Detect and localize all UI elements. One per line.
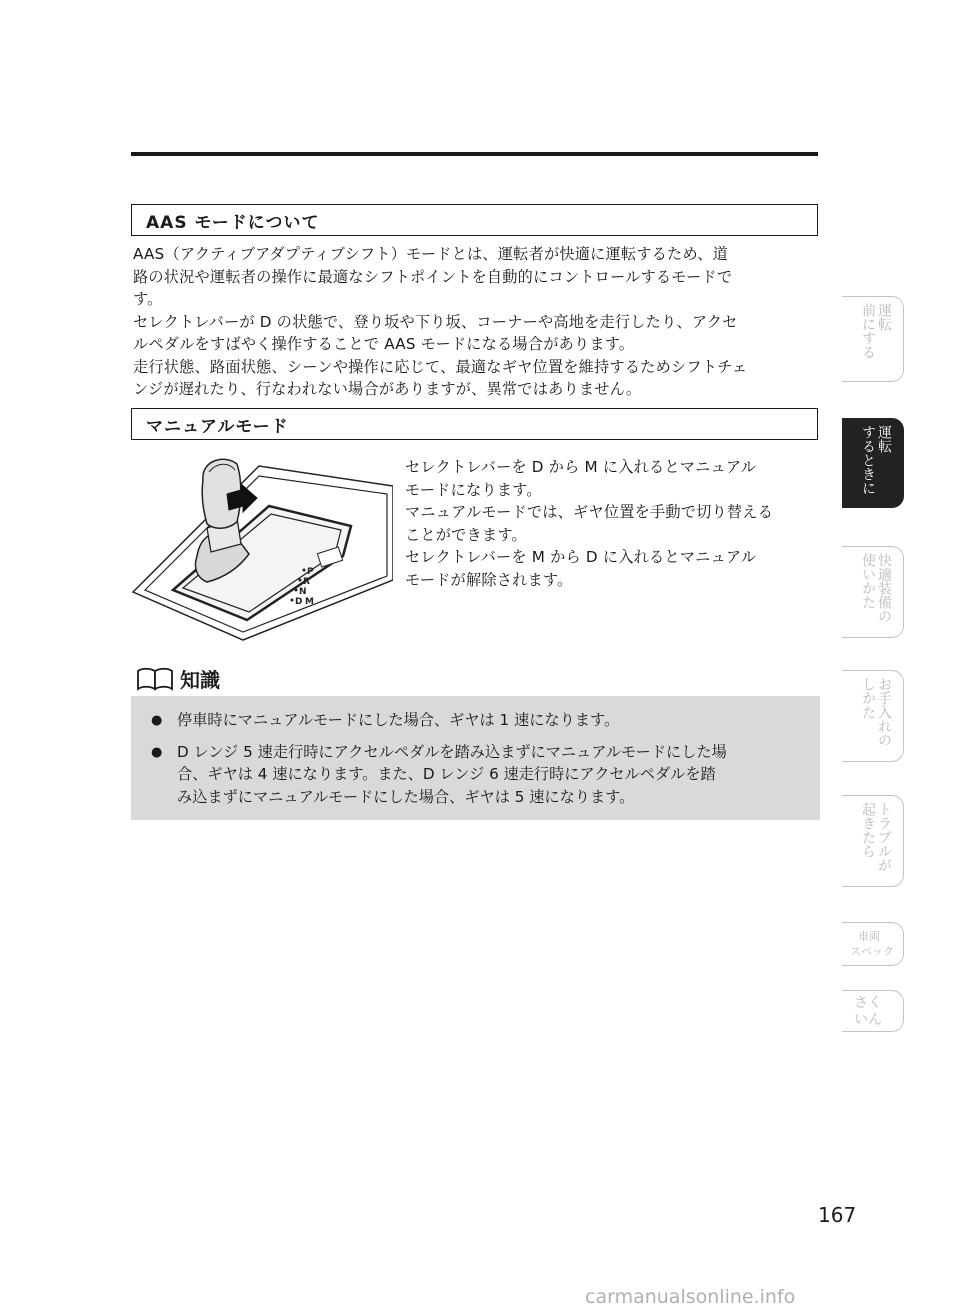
text-line: み込まずにマニュアルモードにした場合、ギヤは 5 速になります。: [177, 787, 635, 806]
list-item: [151, 709, 800, 733]
tab-vehicle-specs[interactable]: [842, 922, 904, 966]
section-title: マニュアルモード: [146, 416, 289, 437]
text-line: ルペダルをすばやく操作することで AAS モードになる場合があります。: [133, 335, 635, 353]
tab-label: するときに: [860, 425, 876, 495]
section-title: AAS モードについて: [146, 212, 320, 233]
tab-label: スペック: [850, 945, 894, 958]
tab-before-driving[interactable]: [842, 296, 904, 382]
tab-label: お手入れの: [876, 677, 892, 747]
section-heading-aas-mode: [131, 204, 818, 236]
tab-label: 使いかた: [860, 553, 876, 609]
text-line: 停車時にマニュアルモードにした場合、ギヤは 1 速になります。: [177, 711, 620, 729]
tab-comfort-features[interactable]: [842, 546, 904, 638]
page-number: 167: [818, 1203, 857, 1227]
text-line: マニュアルモードでは、ギヤ位置を手動で切り替える: [405, 503, 774, 521]
gate-label-p: P: [307, 567, 314, 577]
text-line: セレクトレバーが D の状態で、登り坂や下り坂、コーナーや高地を走行したり、アクセ: [133, 312, 738, 331]
text-line: モードになります。: [405, 480, 542, 499]
tab-label: トラブルが: [876, 802, 892, 872]
tab-label: 運転: [876, 425, 892, 453]
text-line: モードが解除されます。: [405, 570, 573, 589]
gate-label-d: D: [295, 597, 303, 607]
bullet-icon: ●: [151, 744, 163, 760]
tab-label: しかた: [860, 677, 876, 719]
gate-label-r: R: [303, 577, 310, 587]
text-line: す。: [133, 290, 163, 308]
text-line: セレクトレバーを D から M に入れるとマニュアル: [405, 458, 757, 476]
tab-label: 車両: [858, 930, 880, 943]
aas-description: [133, 243, 821, 401]
tab-label: さく: [854, 995, 882, 1011]
tab-maintenance[interactable]: [842, 670, 904, 762]
text-line: AAS（アクティブアダプティブシフト）モードとは、運転者が快適に運転するため、道: [133, 245, 729, 263]
knowledge-heading: [136, 664, 220, 693]
tab-label: いん: [854, 1012, 882, 1028]
text-line: ことができます。: [405, 525, 527, 544]
tab-label: 快適装備の: [876, 553, 892, 623]
text-line: 路の状況や運転者の操作に最適なシフトポイントを自動的にコントロールするモードで: [133, 267, 733, 286]
tab-index[interactable]: [842, 990, 904, 1032]
text-line: 走行状態、路面状態、シーンや操作に応じて、最適なギヤ位置を維持するためシフトチェ: [133, 357, 748, 376]
top-rule: [131, 152, 818, 156]
text-line: セレクトレバーを M から D に入れるとマニュアル: [405, 548, 757, 566]
watermark: carmanualsonline.info: [585, 1286, 796, 1308]
shift-lever-illustration: [131, 450, 393, 650]
tab-label: 前にする: [860, 303, 876, 359]
text-line: ンジが遅れたり、行なわれない場合がありますが、異常ではありません。: [133, 380, 642, 398]
shift-lever-svg: [131, 450, 393, 650]
bullet-icon: ●: [151, 713, 163, 728]
tab-label: 起きたら: [860, 802, 876, 858]
open-book-icon: [136, 667, 174, 691]
knowledge-box: [131, 696, 820, 820]
gate-label-n: N: [299, 587, 307, 597]
manual-mode-description: [405, 456, 823, 591]
knowledge-title: 知識: [180, 668, 220, 692]
text-line: D レンジ 5 速走行時にアクセルペダルを踏み込まずにマニュアルモードにした場: [177, 742, 727, 761]
section-heading-manual-mode: [131, 408, 818, 440]
list-item: [151, 741, 800, 809]
tab-when-driving[interactable]: [842, 418, 904, 508]
tab-troubleshooting[interactable]: [842, 795, 904, 887]
tab-label: 運転: [876, 303, 892, 331]
text-line: 合、ギヤは 4 速になります。また、D レンジ 6 速走行時にアクセルペダルを踏: [177, 765, 716, 783]
gate-label-m: M: [305, 597, 314, 607]
